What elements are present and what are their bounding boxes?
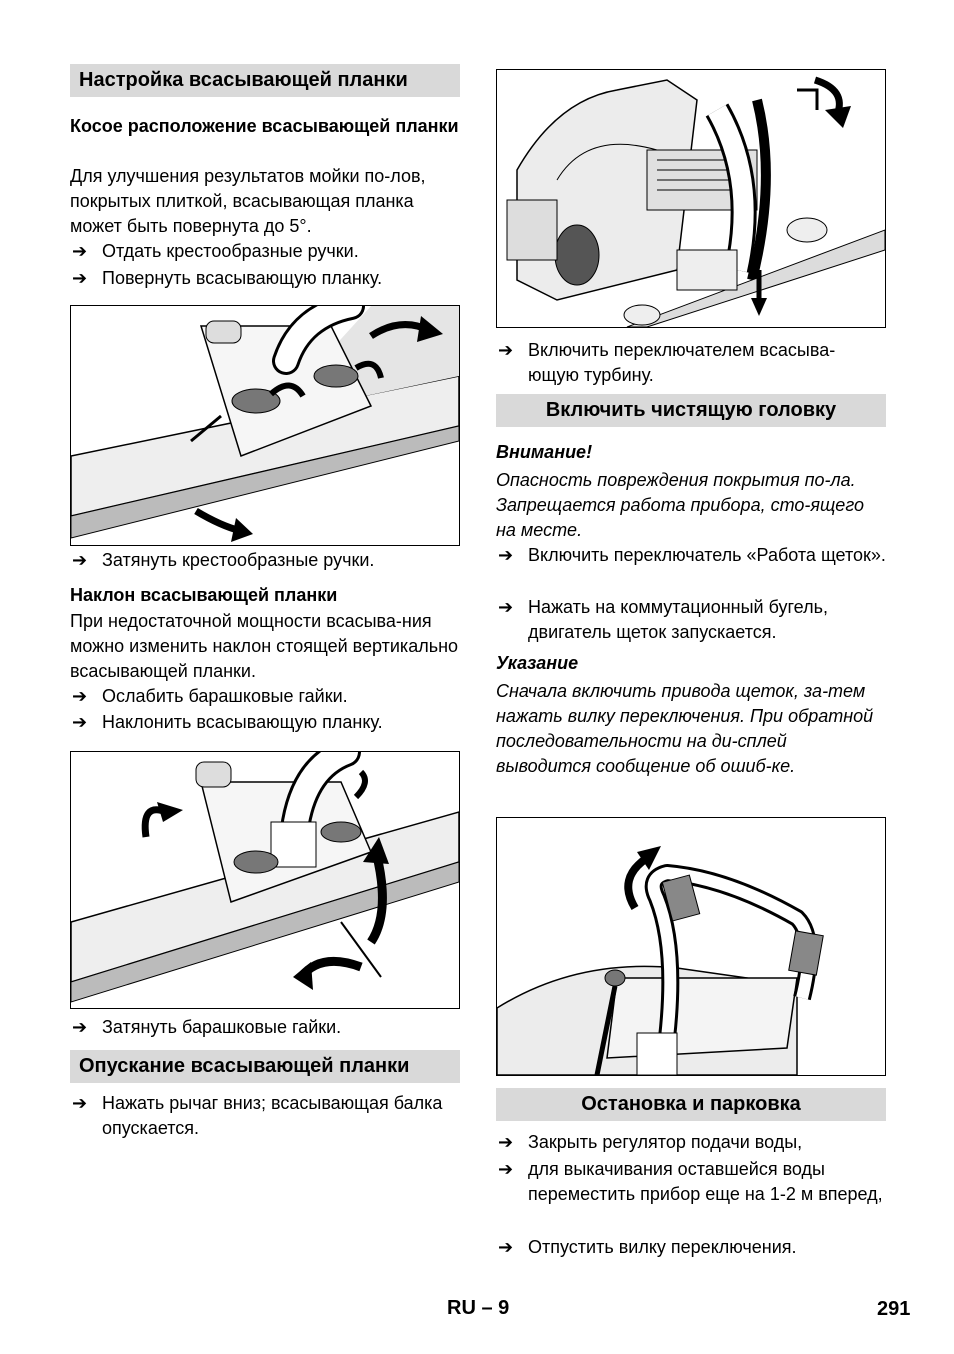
figure-machine-squeegee [496,69,886,328]
arrow-right-icon: ➔ [72,1017,88,1037]
arrow-right-icon: ➔ [72,241,88,261]
list-item: ➔ Затянуть барашковые гайки. [70,1015,460,1040]
list-item: ➔ Закрыть регулятор подачи воды, [496,1130,886,1155]
subheading-oblique: Косое расположение всасывающей планки [70,116,459,136]
list-item: ➔ для выкачивания оставшейся воды переместить прибор еще на 1-2 м вперед, [498,1159,883,1204]
list-item: ➔ Нажать на коммутационный бугель, двигатель щеток запускается. [498,597,828,642]
footer-language-page: RU – 9 [447,1297,510,1319]
paragraph-oblique: Для улучшения результатов мойки по-лов, покрытых плиткой, всасывающая планка может быть повернута до 5°. [70,166,426,236]
footer-page-number: 291 [877,1298,911,1320]
figure-squeegee-tilt [70,751,460,1009]
arrow-right-icon: ➔ [498,545,514,565]
arrow-right-icon: ➔ [72,550,88,570]
arrow-right-icon: ➔ [498,597,514,617]
arrow-right-icon: ➔ [498,1237,514,1257]
warning-label: Внимание! [496,442,593,462]
arrow-right-icon: ➔ [498,340,514,360]
list-item: ➔ Отдать крестообразные ручки. [70,239,460,264]
list-item: ➔ Нажать рычаг вниз; всасывающая балка опускается. [72,1093,443,1138]
note-text: Сначала включить привода щеток, за-тем нажать вилку переключения. При обратной последовательности на ди-сплей выводится сообщение об ошиб-ке. [496,681,874,776]
arrow-right-icon: ➔ [72,268,88,288]
section-heading-brush-head: Включить чистящую головку [496,394,886,427]
list-item: ➔ Отпустить вилку переключения. [496,1235,886,1260]
arrow-right-icon: ➔ [72,712,88,732]
arrow-right-icon: ➔ [498,1132,514,1152]
note-label: Указание [496,653,579,673]
figure-handle-switch [496,817,886,1076]
section-heading-lower-squeegee: Опускание всасывающей планки [70,1050,460,1083]
subheading-tilt: Наклон всасывающей планки [70,585,338,605]
list-item: ➔ Наклонить всасывающую планку. [70,710,460,735]
list-item: ➔ Ослабить барашковые гайки. [70,684,460,709]
arrow-right-icon: ➔ [72,1093,88,1113]
list-item: ➔ Затянуть крестообразные ручки. [70,548,460,573]
arrow-right-icon: ➔ [72,686,88,706]
figure-squeegee-rotate [70,305,460,546]
section-heading-adjust-squeegee: Настройка всасывающей планки [70,64,460,97]
arrow-right-icon: ➔ [498,1159,514,1179]
list-item: ➔ Повернуть всасывающую планку. [70,266,460,291]
paragraph-tilt: При недостаточной мощности всасыва-ния можно изменить наклон стоящей вертикально всасывающей планки. [70,611,459,681]
warning-text: Опасность повреждения покрытия по-ла. Запрещается работа прибора, сто-ящего на месте. [496,470,865,540]
list-item: ➔ Включить переключателем всасыва-ющую турбину. [498,340,836,385]
list-item: ➔ Включить переключатель «Работа щеток». [496,543,886,568]
section-heading-stop-park: Остановка и парковка [496,1088,886,1121]
